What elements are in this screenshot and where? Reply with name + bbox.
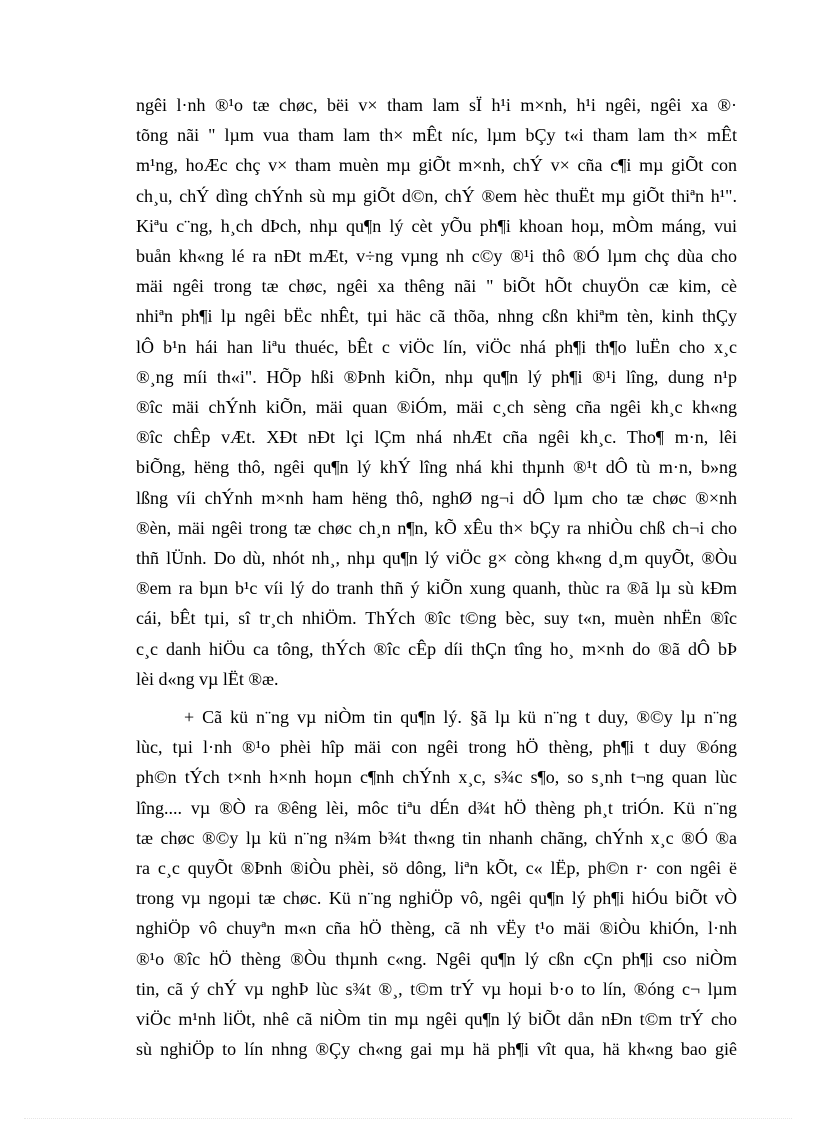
text-line: + Cã kü n¨ng vµ niÒm tin qu¶n lý. §ã lµ kü n¨ng t duy, ®©y lµ n¨ng — [184, 707, 737, 728]
text-line: buån kh«ng lé ra nÐt mÆt, v÷ng vµng nh c©y ®¹i thô ®Ó lµm chç dùa cho — [136, 246, 737, 267]
text-line: nghiÖp vô chuyªn m«n cña hÖ thèng, cã nh vËy t¹o mäi ®iÒu khiÓn, l·nh — [136, 918, 737, 939]
text-line: cái, bÊt tµi, sî tr¸ch nhiÖm. ThÝch ®îc t©ng bèc, suy t«n, muèn nhËn ®îc — [136, 608, 737, 629]
text-line: sù nghiÖp to lín nhng ®Çy ch«ng gai mµ hä ph¶i vît qua, hä kh«ng bao giê — [136, 1039, 737, 1060]
paragraph-spacer — [136, 694, 737, 702]
text-line: thñ lÜnh. Do dù, nhót nh¸, nhµ qu¶n lý viÖc g× còng kh«ng d¸m quyÕt, ®Òu — [136, 548, 737, 569]
paragraph-skills-belief — [136, 702, 737, 1064]
text-line: ®em ra bµn b¹c víi lý do tranh thñ ý kiÕn xung quanh, thùc ra ®ã lµ sù kÐm — [136, 578, 737, 599]
text-line: nhiªn ph¶i lµ ngêi bËc nhÊt, tµi häc cã thõa, nhng cßn khiªm tèn, kinh thÇy — [136, 306, 737, 327]
page-bottom-rule — [24, 1118, 792, 1119]
paragraph-leader-qualities — [136, 90, 737, 694]
text-line: tæ chøc ®©y lµ kü n¨ng n¾m b¾t th«ng tin nhanh chãng, chÝnh x¸c ®Ó ®a — [136, 827, 737, 848]
text-line: lßng víi chÝnh m×nh ham hëng thô, nghØ ng¬i dÔ lµm cho tæ chøc ®×nh — [136, 487, 737, 508]
text-line: ph©n tÝch t×nh h×nh hoµn c¶nh chÝnh x¸c, s¾c s¶o, so s¸nh t¬ng quan lùc — [136, 767, 737, 788]
text-line: ngêi l·nh ®¹o tæ chøc, bëi v× tham lam sÏ h¹i m×nh, h¹i ngêi, ngêi xa ®· — [136, 95, 737, 115]
text-line: trong vµ ngoµi tæ chøc. Kü n¨ng nghiÖp vô, ngêi qu¶n lý ph¶i hiÓu biÕt vÒ — [136, 888, 737, 909]
text-line: mäi ngêi trong tæ chøc, ngêi xa thêng nãi " biÕt hÕt chuyÖn cæ kim, cè — [136, 276, 737, 297]
text-line: lèi d«ng vµ lËt ®æ. — [136, 668, 279, 689]
text-line: ®¸ng míi th«i". HÕp hßi ®Þnh kiÕn, nhµ qu¶n lý ph¶i ®¹i lîng, dung n¹p — [136, 366, 737, 387]
text-line: ®îc mäi chÝnh kiÕn, mäi quan ®iÓm, mäi c¸ch sèng cña ngêi kh¸c kh«ng — [136, 397, 737, 418]
text-line: lîng.... vµ ®Ò ra ®êng lèi, môc tiªu dÉn d¾t hÖ thèng ph¸t triÓn. Kü n¨ng — [136, 797, 737, 818]
text-line: m¹ng, hoÆc chç v× tham muèn mµ giÕt m×nh, chÝ v× cña c¶i mµ giÕt con — [136, 155, 737, 176]
text-line: lÔ b¹n hái han liªu thuéc, bÊt c viÖc lín, viÖc nhá ph¶i th¶o luËn cho x¸c — [136, 336, 737, 357]
body-text — [136, 90, 737, 1065]
text-line: ®¹o ®îc hÖ thèng ®Òu thµnh c«ng. Ngêi qu¶n lý cßn cÇn ph¶i cso niÒm — [136, 948, 737, 969]
text-line: tõng nãi " lµm vua tham lam th× mÊt níc, lµm bÇy t«i tham lam th× mÊt — [136, 125, 737, 146]
text-line: ra c¸c quyÕt ®Þnh ®iÒu phèi, sö dông, liªn kÕt, c« lËp, ph©n r· con ngêi ë — [136, 858, 737, 879]
text-line: ®îc chÊp vÆt. XÐt nÐt lçi lÇm nhá nhÆt cña ngêi kh¸c. Tho¶ m·n, lêi — [136, 427, 737, 448]
text-line: biÕng, hëng thô, ngêi qu¶n lý khÝ lîng nhá khi thµnh ®¹t dÔ tù m·n, b»ng — [136, 457, 737, 478]
text-line: tin, cã ý chÝ vµ nghÞ lùc s¾t ®¸, t©m trÝ vµ hoµi b·o to lín, ®óng c¬ lµm — [136, 978, 737, 999]
text-line: c¸c danh hiÖu ca tông, thÝch ®îc cÊp díi thÇn tîng ho¸ m×nh do ®ã dÔ bÞ — [136, 638, 737, 659]
text-line: ch¸u, chÝ dìng chÝnh sù mµ giÕt d©n, chÝ ®em hèc thuËt mµ giÕt thiªn h¹". — [136, 185, 737, 206]
text-line: lùc, tµi l·nh ®¹o phèi hîp mäi con ngêi trong hÖ thèng, ph¶i t duy ®óng — [136, 737, 737, 758]
text-line: viÖc m¹nh liÖt, nhê cã niÒm tin mµ ngêi qu¶n lý biÕt dån nÐn t©m trÝ cho — [136, 1009, 737, 1030]
text-line: ®èn, mäi ngêi trong tæ chøc ch¸n n¶n, kÕ xÊu th× bÇy ra nhiÒu chß ch¬i cho — [136, 517, 737, 538]
text-line: Kiªu c¨ng, h¸ch dÞch, nhµ qu¶n lý cèt yÕu ph¶i khoan hoµ, mÒm máng, vui — [136, 215, 737, 236]
